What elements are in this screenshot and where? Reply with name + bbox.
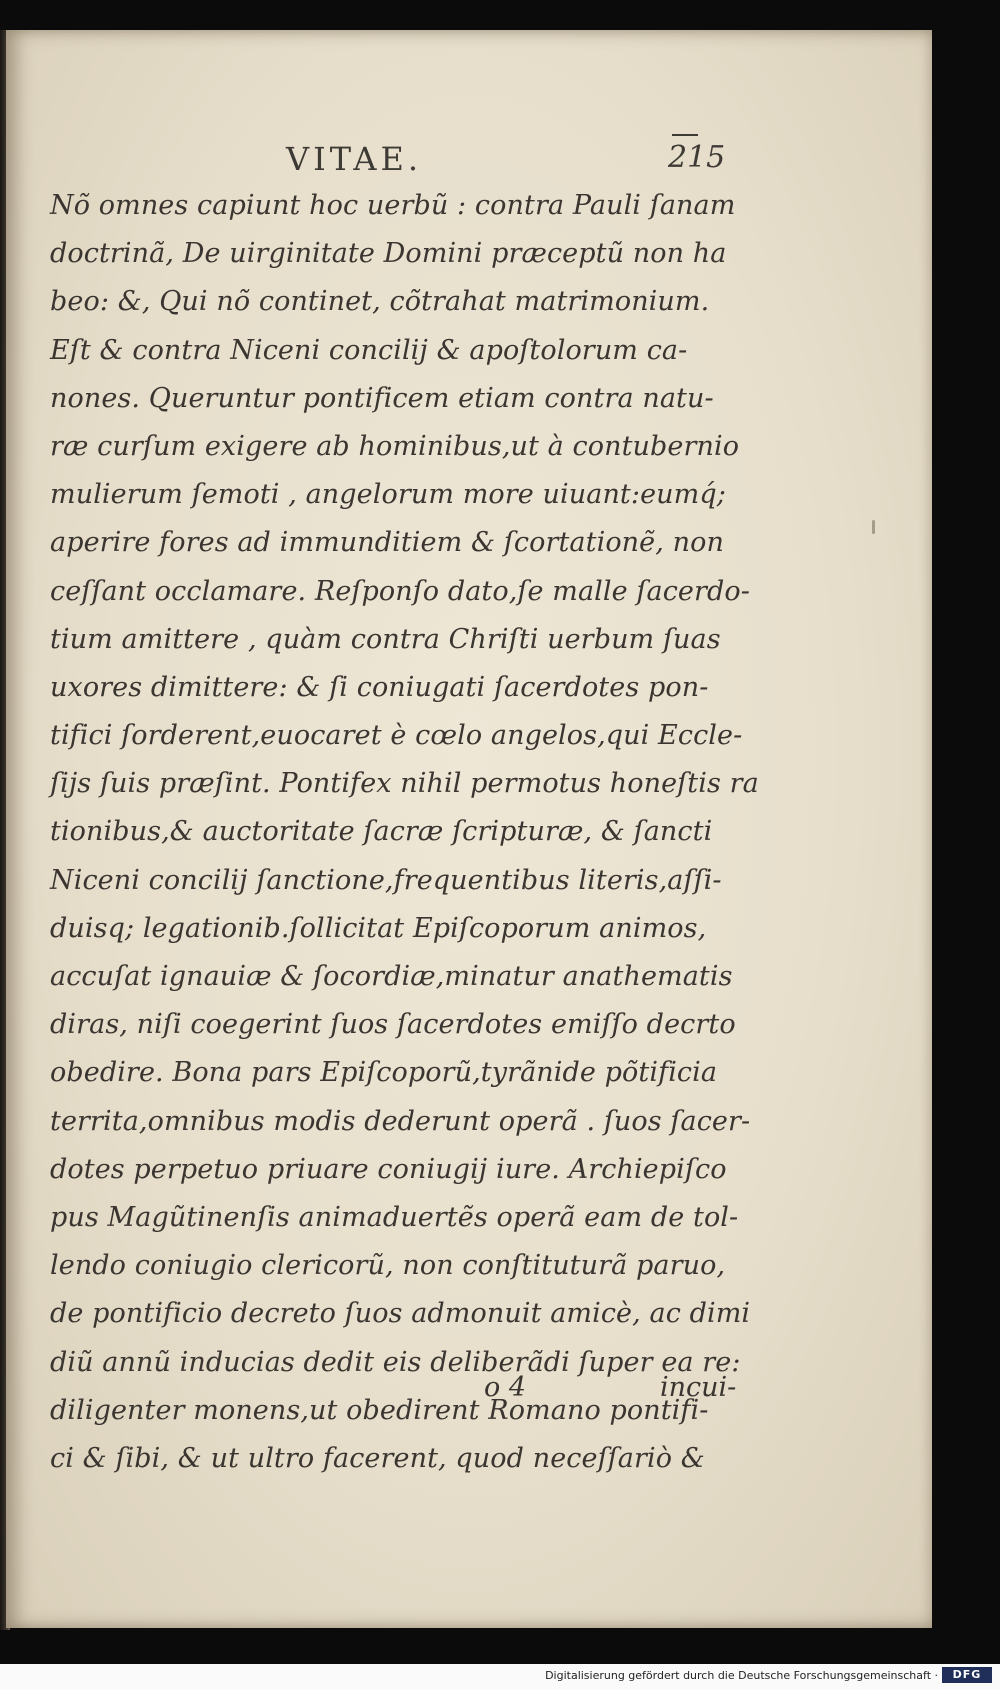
body-text [50,182,759,1483]
text-line: ſijs ſuis præſint. Pontifex nihil permotus honeſtis ra [50,768,759,800]
text-line: beo: &, Qui nõ continet, cõtrahat matrimonium. [50,286,710,318]
text-line: duisq; legationib.ſollicitat Epiſcoporum animos, [50,912,707,944]
text-line: Niceni concilij ſanctione,frequentibus literis,aſſi- [50,864,722,896]
text-line: tifici ſorderent,euocaret è cœlo angelos,qui Eccle- [50,720,743,752]
text-line: tium amittere , quàm contra Chriſti uerbum ſuas [50,623,721,655]
text-line: diligenter monens,ut obedirent Romano pontifi- [50,1394,709,1426]
text-line: territa,omnibus modis dederunt operã . ſuos ſacer- [50,1105,751,1137]
text-line: mulierum ſemoti , angelorum more uiuant:eumq́; [50,479,726,511]
digitization-credit: Digitalisierung gefördert durch die Deutsche Forschungsgemeinschaft · [545,1669,938,1682]
text-line: pus Magũtinenſis animaduertẽs operã eam de tol- [50,1201,739,1233]
page-footer [50,1372,737,1412]
dfg-logo: DFG [942,1667,992,1683]
text-line: diũ annũ inducias dedit eis deliberãdi ſuper ea re: [50,1346,741,1378]
text-line: Eſt & contra Niceni concilij & apoſtolorum ca- [50,334,688,366]
page-number: 215 [668,140,726,175]
text-line: ci & ſibi, & ut ultro facerent, quod neceſſariò & [50,1442,705,1474]
text-line: aperire fores ad immunditiem & ſcortationẽ, non [50,527,724,559]
text-line: ræ curſum exigere ab hominibus,ut à contubernio [50,430,740,462]
text-line: Nõ omnes capiunt hoc uerbũ : contra Pauli ſanam [50,190,736,221]
text-line: lendo coniugio clericorũ, non conſtituturã paruo, [50,1250,726,1282]
signature-mark: o 4 [484,1372,527,1403]
book-page [6,30,932,1628]
text-line: ceſſant occlamare. Reſponſo dato,ſe malle ſacerdo- [50,575,750,607]
text-line: diras, niſi coegerint ſuos ſacerdotes emiſſo decrto [50,1009,736,1041]
margin-mark [872,520,875,534]
text-line: uxores dimittere: & ſi coniugati ſacerdotes pon- [50,671,709,703]
text-line: obedire. Bona pars Epiſcoporũ,tyrãnide põtificia [50,1057,718,1089]
text-line: doctrinã, De uirginitate Domini præceptũ non ha [50,238,727,270]
text-line: tionibus,& auctoritate ſacræ ſcripturæ, & ſancti [50,816,713,848]
text-line: accuſat ignauiæ & ſocordiæ,minatur anathematis [50,961,733,992]
running-head: VITAE. [286,140,422,178]
text-line: dotes perpetuo priuare coniugij iure. Archiepiſco [50,1153,727,1185]
catchword: incui- [660,1372,737,1403]
text-line: de pontificio decreto ſuos admonuit amicè, ac dimi [50,1298,751,1330]
text-line: nones. Queruntur pontificem etiam contra natu- [50,382,714,414]
